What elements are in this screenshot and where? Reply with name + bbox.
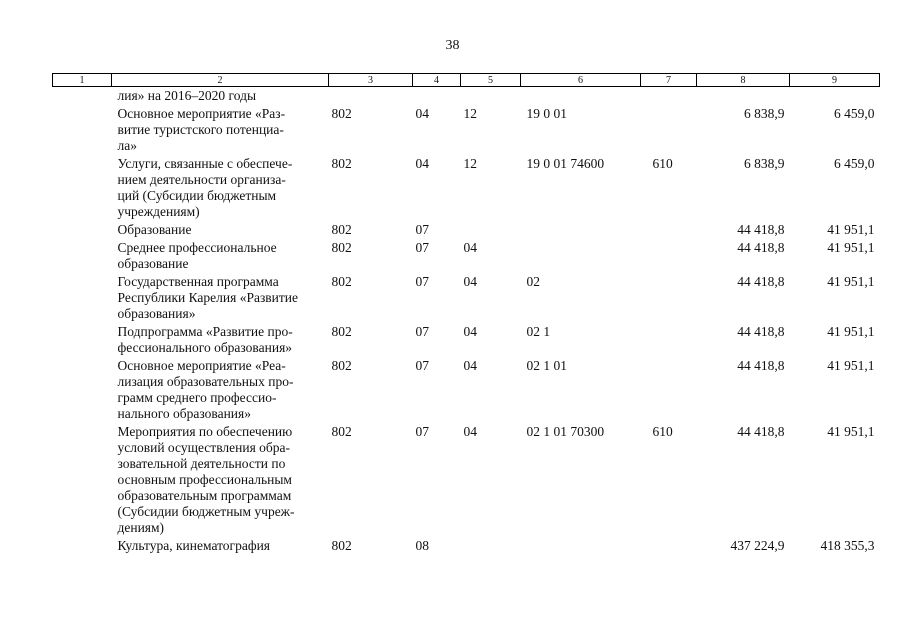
table-row: [53, 155, 880, 221]
cell-section-code: 07: [415, 274, 429, 289]
cell-subsection-code: [461, 87, 521, 106]
cell-amount-1: 437 224,9: [730, 538, 785, 553]
cell-amount-2: 6 459,0: [834, 156, 875, 171]
cell-amount-1: 6 838,9: [744, 106, 785, 121]
column-header-7: 7: [641, 74, 697, 87]
cell-subsection-code: [461, 221, 521, 239]
cell-section-code: 07: [415, 424, 429, 439]
cell-amount-2: 418 355,3: [820, 538, 875, 553]
cell-target-article: 02 1: [526, 324, 551, 339]
cell-amount-1: 44 418,8: [737, 240, 785, 255]
cell-amount-2: 6 459,0: [834, 106, 875, 121]
cell-index: [53, 87, 112, 106]
cell-index: [53, 221, 112, 239]
cell-expense-type: [641, 105, 697, 155]
cell-section-code: 07: [415, 222, 429, 237]
cell-subsection-code: 12: [463, 156, 477, 171]
cell-department-code: 802: [331, 106, 352, 121]
cell-subsection-code: 12: [463, 106, 477, 121]
cell-amount-2: [790, 87, 880, 106]
table-row: [53, 239, 880, 273]
column-header-8: 8: [697, 74, 790, 87]
cell-expense-type: [641, 87, 697, 106]
cell-subsection-code: 04: [463, 424, 477, 439]
cell-target-article: 02: [526, 274, 540, 289]
cell-section-code: [413, 87, 461, 106]
cell-index: [53, 105, 112, 155]
cell-expense-type: [641, 239, 697, 273]
cell-amount-2: 41 951,1: [827, 324, 875, 339]
cell-amount-1: 44 418,8: [737, 424, 785, 439]
cell-expense-type: [641, 357, 697, 423]
column-header-2: 2: [112, 74, 329, 87]
cell-subsection-code: [461, 537, 521, 555]
cell-name: Мероприятия по обеспечению условий осуществления обра- зовательной деятельности по основным профессиональным образовательным программам (Субсидии бюджетным учреж- дениям): [117, 424, 295, 535]
table-row: [53, 357, 880, 423]
cell-name: Основное мероприятие «Раз- витие туристского потенциа- ла»: [117, 106, 286, 153]
table-row: [53, 273, 880, 323]
cell-section-code: 04: [415, 156, 429, 171]
cell-amount-2: 41 951,1: [827, 358, 875, 373]
cell-amount-2: 41 951,1: [827, 222, 875, 237]
cell-subsection-code: 04: [463, 274, 477, 289]
column-header-3: 3: [329, 74, 413, 87]
cell-target-article: [521, 87, 641, 106]
cell-index: [53, 155, 112, 221]
cell-expense-type: [641, 273, 697, 323]
table-row: [53, 221, 880, 239]
cell-expense-type: [641, 537, 697, 555]
cell-name: Среднее профессиональное образование: [117, 240, 277, 271]
column-header-4: 4: [413, 74, 461, 87]
cell-name: Государственная программа Республики Карелия «Развитие образования»: [117, 274, 299, 321]
cell-expense-type: 610: [652, 156, 673, 171]
cell-section-code: 07: [415, 358, 429, 373]
cell-department-code: [329, 87, 413, 106]
cell-index: [53, 357, 112, 423]
cell-target-article: 02 1 01: [526, 358, 567, 373]
cell-name: лия» на 2016–2020 годы: [117, 88, 257, 103]
cell-target-article: [521, 221, 641, 239]
table-row: [53, 87, 880, 106]
table-row: [53, 537, 880, 555]
cell-section-code: 04: [415, 106, 429, 121]
cell-target-article: 02 1 01 70300: [526, 424, 605, 439]
cell-target-article: [521, 239, 641, 273]
cell-amount-1: 44 418,8: [737, 324, 785, 339]
cell-expense-type: 610: [652, 424, 673, 439]
table-row: [53, 105, 880, 155]
cell-name: Услуги, связанные с обеспече- нием деятельности организа- ций (Субсидии бюджетным учреждениям): [117, 156, 293, 219]
cell-subsection-code: 04: [463, 324, 477, 339]
cell-amount-1: 6 838,9: [744, 156, 785, 171]
column-header-9: 9: [790, 74, 880, 87]
cell-index: [53, 537, 112, 555]
cell-index: [53, 423, 112, 537]
column-header-6: 6: [521, 74, 641, 87]
cell-section-code: 07: [415, 240, 429, 255]
cell-index: [53, 323, 112, 357]
cell-name: Культура, кинематография: [117, 538, 271, 553]
cell-name: Основное мероприятие «Реа- лизация образовательных про- грамм среднего профессио- нального образования»: [117, 358, 294, 421]
cell-department-code: 802: [331, 240, 352, 255]
cell-expense-type: [641, 221, 697, 239]
cell-index: [53, 273, 112, 323]
table-body: [53, 87, 880, 556]
cell-name: Подпрограмма «Развитие про- фессионального образования»: [117, 324, 293, 355]
cell-index: [53, 239, 112, 273]
cell-amount-1: 44 418,8: [737, 274, 785, 289]
budget-table: [52, 73, 880, 555]
cell-department-code: 802: [331, 156, 352, 171]
cell-subsection-code: 04: [463, 240, 477, 255]
header-row: [53, 74, 880, 87]
column-header-5: 5: [461, 74, 521, 87]
cell-amount-2: 41 951,1: [827, 424, 875, 439]
cell-subsection-code: 04: [463, 358, 477, 373]
cell-target-article: [521, 537, 641, 555]
cell-target-article: 19 0 01 74600: [526, 156, 605, 171]
cell-amount-2: 41 951,1: [827, 240, 875, 255]
page-number: 38: [445, 38, 460, 53]
cell-department-code: 802: [331, 538, 352, 553]
cell-department-code: 802: [331, 274, 352, 289]
cell-section-code: 07: [415, 324, 429, 339]
cell-section-code: 08: [415, 538, 429, 553]
cell-department-code: 802: [331, 358, 352, 373]
cell-department-code: 802: [331, 222, 352, 237]
cell-amount-1: 44 418,8: [737, 222, 785, 237]
cell-department-code: 802: [331, 324, 352, 339]
cell-amount-1: [697, 87, 790, 106]
cell-amount-2: 41 951,1: [827, 274, 875, 289]
cell-department-code: 802: [331, 424, 352, 439]
cell-target-article: 19 0 01: [526, 106, 567, 121]
cell-amount-1: 44 418,8: [737, 358, 785, 373]
cell-name: Образование: [117, 222, 192, 237]
table-row: [53, 423, 880, 537]
cell-expense-type: [641, 323, 697, 357]
table-row: [53, 323, 880, 357]
column-header-1: 1: [53, 74, 112, 87]
